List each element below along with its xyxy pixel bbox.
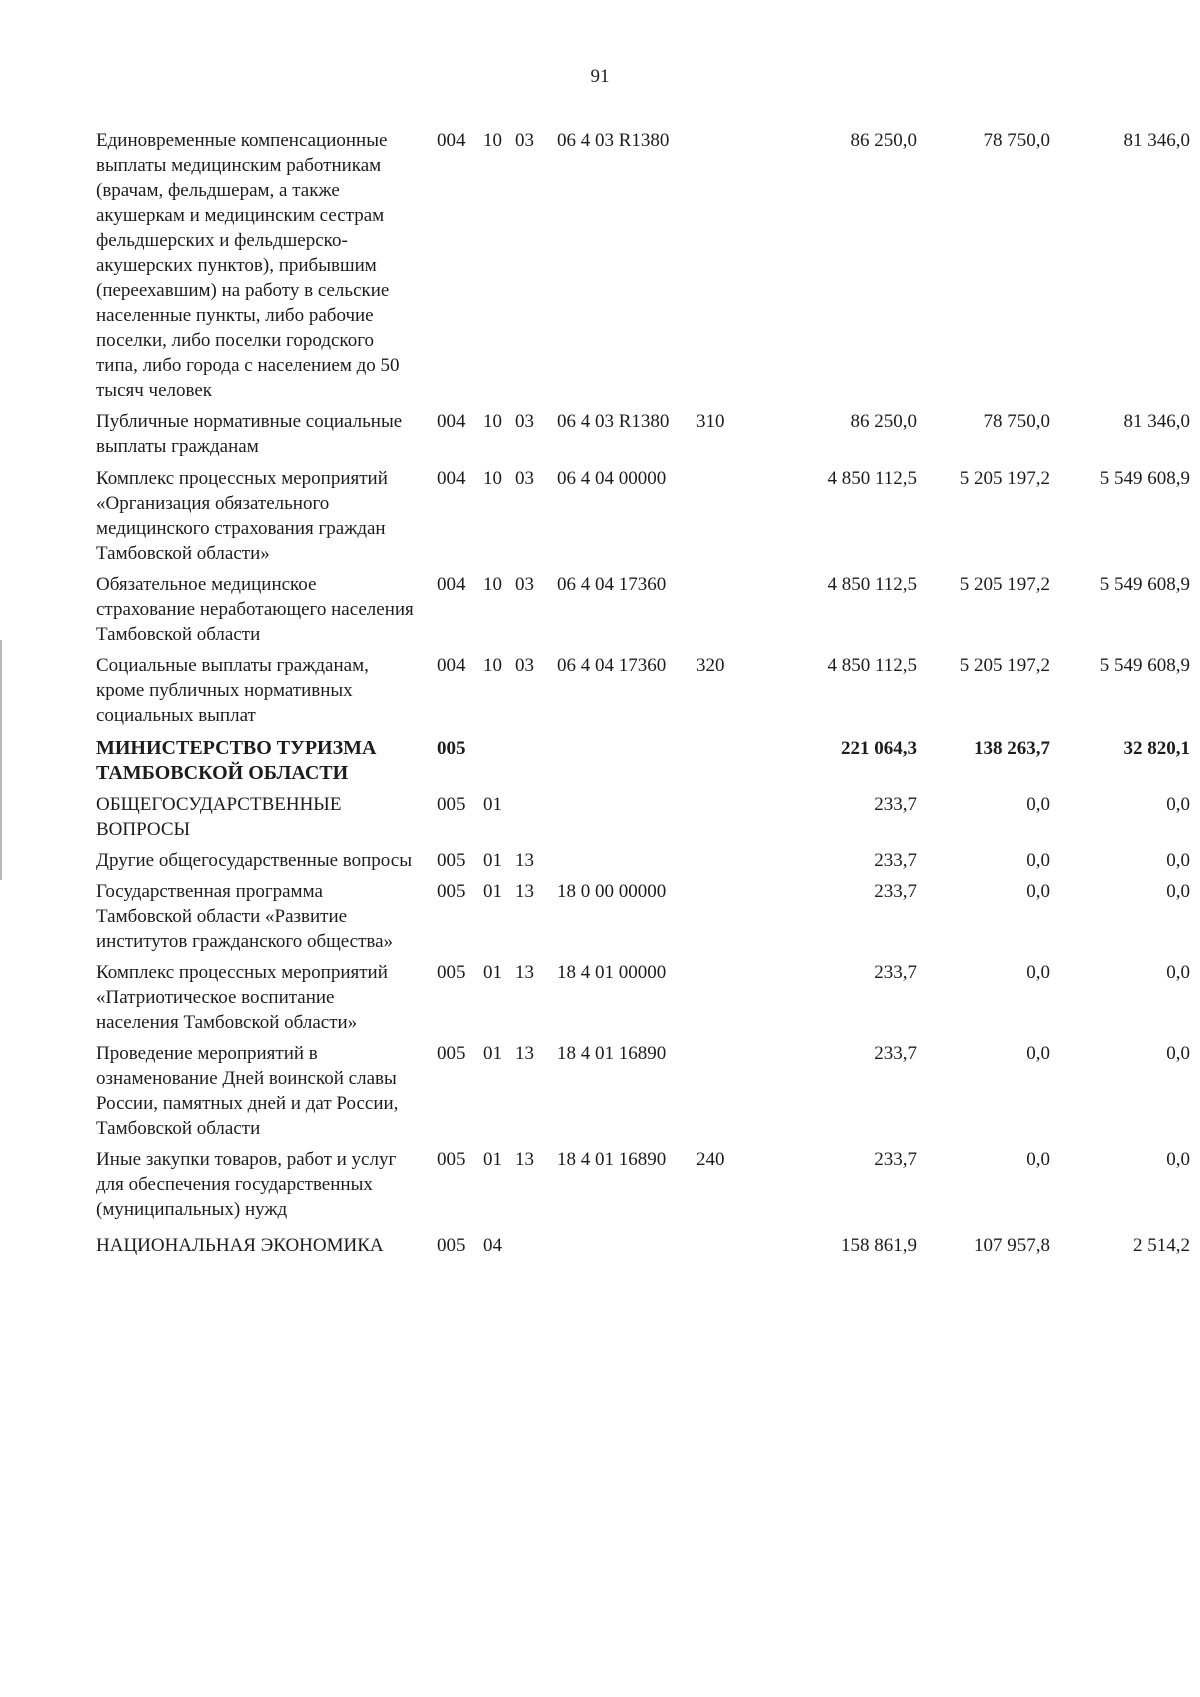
- row-description: ОБЩЕГОСУДАРСТВЕННЫЕ ВОПРОСЫ: [96, 794, 342, 840]
- row-amount-year3: 0,0: [1166, 850, 1190, 871]
- row-amount-year3: 2 514,2: [1133, 1235, 1190, 1256]
- row-amount-year1: 158 861,9: [841, 1235, 917, 1256]
- table-row: [96, 848, 1190, 873]
- table-row: [96, 792, 1190, 842]
- table-row: [96, 466, 1190, 566]
- row-description: Иные закупки товаров, работ и услуг для обеспечения государственных (муниципальных) нужд: [96, 1149, 397, 1220]
- row-ved: 005: [437, 881, 466, 902]
- row-description: Проведение мероприятий в ознаменование Дней воинской славы России, памятных дней и дат России, Тамбовской области: [96, 1043, 399, 1139]
- row-amount-year1: 233,7: [874, 1149, 917, 1170]
- row-description: Социальные выплаты гражданам, кроме публичных нормативных социальных выплат: [96, 655, 369, 726]
- row-amount-year2: 138 263,7: [974, 738, 1050, 759]
- row-description: Другие общегосударственные вопросы: [96, 850, 412, 871]
- row-pr: 13: [515, 962, 534, 983]
- row-csr: 18 4 01 16890: [557, 1149, 667, 1170]
- row-amount-year1: 233,7: [874, 962, 917, 983]
- row-amount-year1: 4 850 112,5: [827, 574, 917, 595]
- row-pr: 13: [515, 881, 534, 902]
- row-rz: 10: [483, 468, 502, 489]
- row-pr: 03: [515, 130, 534, 151]
- row-amount-year2: 5 205 197,2: [959, 574, 1050, 595]
- row-amount-year3: 81 346,0: [1123, 130, 1190, 151]
- row-rz: 10: [483, 411, 502, 432]
- row-ved: 005: [437, 1149, 466, 1170]
- row-ved: 005: [437, 1235, 466, 1256]
- table-row: [96, 128, 1190, 403]
- row-description: Единовременные компенсационные выплаты медицинским работникам (врачам, фельдшерам, а также акушеркам и медицинским сестрам фельдшерских и фельдшерско-акушерских пунктов), прибывшим (переехавшим) на работу в сельские населенные пункты, либо рабочие поселки, либо поселки городского типа, либо города с населением до 50 тысяч человек: [96, 130, 400, 401]
- row-amount-year2: 0,0: [1026, 794, 1050, 815]
- row-ved: 005: [437, 850, 466, 871]
- row-pr: 13: [515, 1149, 534, 1170]
- row-rz: 10: [483, 655, 502, 676]
- row-description: НАЦИОНАЛЬНАЯ ЭКОНОМИКА: [96, 1235, 384, 1256]
- row-ved: 004: [437, 411, 466, 432]
- table-row-ministry: [96, 736, 1190, 786]
- row-ved: 004: [437, 468, 466, 489]
- table-row: [96, 1041, 1190, 1141]
- row-pr: 03: [515, 655, 534, 676]
- row-amount-year3: 5 549 608,9: [1099, 655, 1190, 676]
- row-amount-year3: 5 549 608,9: [1099, 574, 1190, 595]
- row-amount-year2: 78 750,0: [983, 130, 1050, 151]
- row-amount-year2: 107 957,8: [974, 1235, 1050, 1256]
- row-amount-year3: 0,0: [1166, 1149, 1190, 1170]
- row-rz: 01: [483, 1149, 502, 1170]
- row-amount-year2: 0,0: [1026, 1149, 1050, 1170]
- row-amount-year3: 5 549 608,9: [1099, 468, 1190, 489]
- row-pr: 03: [515, 574, 534, 595]
- row-pr: 13: [515, 850, 534, 871]
- table-row: [96, 409, 1190, 459]
- row-csr: 06 4 04 17360: [557, 655, 667, 676]
- row-csr: 18 0 00 00000: [557, 881, 667, 902]
- row-pr: 03: [515, 411, 534, 432]
- row-rz: 01: [483, 962, 502, 983]
- row-description: Комплекс процессных мероприятий «Патриотическое воспитание населения Тамбовской области»: [96, 962, 388, 1033]
- row-amount-year1: 233,7: [874, 794, 917, 815]
- row-description: МИНИСТЕРСТВО ТУРИЗМА ТАМБОВСКОЙ ОБЛАСТИ: [96, 737, 377, 784]
- row-pr: 13: [515, 1043, 534, 1064]
- table-row: [96, 572, 1190, 647]
- row-amount-year2: 0,0: [1026, 850, 1050, 871]
- budget-table: [96, 128, 1190, 1258]
- row-amount-year1: 4 850 112,5: [827, 655, 917, 676]
- row-ved: 005: [437, 962, 466, 983]
- row-amount-year1: 86 250,0: [850, 130, 917, 151]
- row-amount-year2: 0,0: [1026, 962, 1050, 983]
- table-row: [96, 1233, 1190, 1258]
- row-rz: 04: [483, 1235, 502, 1256]
- table-row: [96, 879, 1190, 954]
- row-description: Комплекс процессных мероприятий «Организация обязательного медицинского страхования граждан Тамбовской области»: [96, 468, 388, 564]
- row-rz: 01: [483, 881, 502, 902]
- table-row: [96, 960, 1190, 1035]
- row-description: Государственная программа Тамбовской области «Развитие институтов гражданского общества»: [96, 881, 394, 952]
- row-pr: 03: [515, 468, 534, 489]
- row-vr: 310: [696, 411, 725, 432]
- row-amount-year2: 5 205 197,2: [959, 655, 1050, 676]
- row-amount-year2: 78 750,0: [983, 411, 1050, 432]
- row-ved: 004: [437, 655, 466, 676]
- row-amount-year3: 0,0: [1166, 1043, 1190, 1064]
- row-csr: 06 4 04 00000: [557, 468, 667, 489]
- table-row: [96, 1147, 1190, 1222]
- row-amount-year2: 5 205 197,2: [959, 468, 1050, 489]
- row-amount-year2: 0,0: [1026, 881, 1050, 902]
- row-description: Публичные нормативные социальные выплаты гражданам: [96, 411, 403, 457]
- row-csr: 06 4 04 17360: [557, 574, 667, 595]
- row-amount-year1: 221 064,3: [841, 738, 917, 759]
- row-ved: 004: [437, 574, 466, 595]
- row-amount-year3: 0,0: [1166, 881, 1190, 902]
- row-amount-year3: 0,0: [1166, 794, 1190, 815]
- row-csr: 18 4 01 00000: [557, 962, 667, 983]
- row-amount-year3: 32 820,1: [1123, 738, 1190, 759]
- row-amount-year1: 233,7: [874, 881, 917, 902]
- row-amount-year1: 233,7: [874, 850, 917, 871]
- row-csr: 18 4 01 16890: [557, 1043, 667, 1064]
- row-amount-year3: 81 346,0: [1123, 411, 1190, 432]
- row-csr: 06 4 03 R1380: [557, 130, 670, 151]
- row-csr: 06 4 03 R1380: [557, 411, 670, 432]
- row-rz: 01: [483, 1043, 502, 1064]
- table-row: [96, 653, 1190, 728]
- row-amount-year3: 0,0: [1166, 962, 1190, 983]
- page-number: 91: [590, 66, 610, 87]
- row-ved: 005: [437, 1043, 466, 1064]
- row-rz: 01: [483, 850, 502, 871]
- scan-edge-mark: [0, 640, 2, 880]
- row-amount-year1: 233,7: [874, 1043, 917, 1064]
- row-rz: 10: [483, 130, 502, 151]
- row-amount-year1: 4 850 112,5: [827, 468, 917, 489]
- row-amount-year2: 0,0: [1026, 1043, 1050, 1064]
- row-vr: 320: [696, 655, 725, 676]
- row-description: Обязательное медицинское страхование неработающего населения Тамбовской области: [96, 574, 414, 645]
- row-rz: 01: [483, 794, 502, 815]
- row-ved: 005: [437, 738, 466, 759]
- row-ved: 004: [437, 130, 466, 151]
- row-vr: 240: [696, 1149, 725, 1170]
- row-rz: 10: [483, 574, 502, 595]
- row-ved: 005: [437, 794, 466, 815]
- row-amount-year1: 86 250,0: [850, 411, 917, 432]
